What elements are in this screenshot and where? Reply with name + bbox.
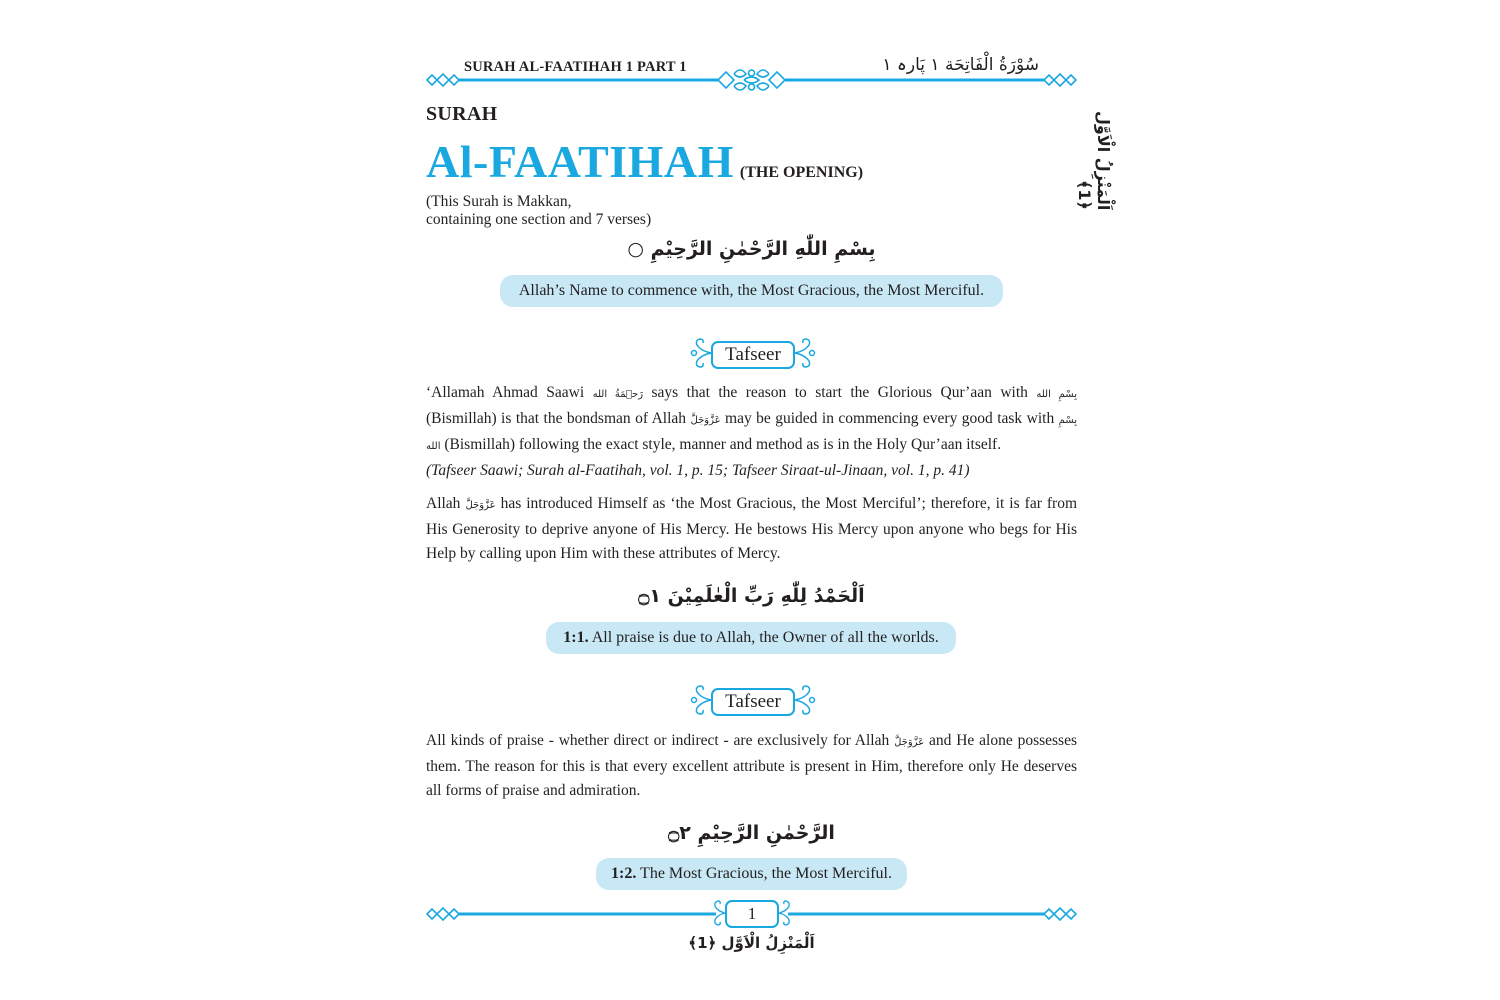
running-header-left: SURAH AL-FAATIHAH 1 PART 1 (464, 59, 687, 75)
text: and He alone possesses them. The reason for this is that every excellent attribute is present in Him, therefore only He deserves all forms of praise and admiration. (426, 732, 1077, 799)
text: has introduced Himself as ‘the Most Gracious, the Most Merciful’; therefore, it is far from His Generosity to deprive anyone of His Mercy. He bestows His Mercy upon anyone who begs for His Help by calling upon Him with these attributes of Mercy. (426, 495, 1078, 562)
surah-label: SURAH (426, 103, 498, 125)
verse-2-arabic: الرَّحْمٰنِ الرَّحِيْمِ ۝٢ (668, 822, 835, 844)
surah-subtitle: (THE OPENING) (739, 164, 864, 181)
running-header-right: سُوْرَةُ الْفَاتِحَة ١ پَارہ ١ (882, 55, 1039, 75)
citation: (Tafseer Saawi; Surah al-Faatihah, vol. 1, p. 15; Tafseer Siraat-ul-Jinaan, vol. 1, p. 41) (426, 462, 970, 479)
tafseer-label: Tafseer (711, 341, 795, 369)
text: (Bismillah) following the exact style, manner and method as is in the Holy Qur’aan itself. (440, 436, 1002, 453)
tafseer-heading (689, 684, 815, 718)
verse-1-arabic: اَلْحَمْدُ لِلّٰهِ رَبِّ الْعٰلَمِيْنَ ۝١ (638, 585, 865, 607)
bismillah-translation: Allah’s Name to commence with, the Most Gracious, the Most Merciful. (500, 275, 1003, 307)
arabic-honorific: رَحۡمَةُ الله (592, 389, 644, 400)
scroll-ornament-icon (778, 898, 794, 928)
verse-ref: 1:2. (611, 865, 637, 882)
footer-manzil: اَلْمَنْزِلُ الْاَوَّل ﴿1﴾ (688, 934, 815, 952)
text: All kinds of praise - whether direct or indirect - are exclusively for Allah (426, 732, 895, 749)
scroll-ornament-icon (689, 337, 713, 369)
surah-intro (426, 193, 651, 229)
text: The Most Gracious, the Most Merciful. (636, 865, 892, 882)
arabic-honorific: عَزَّوَجَلَّ (465, 500, 496, 511)
tafseer-paragraph (426, 492, 1077, 566)
scroll-ornament-icon (689, 684, 713, 716)
bismillah-arabic: بِسْمِ اللّٰهِ الرَّحْمٰنِ الرَّحِيْمِ ○ (627, 238, 876, 260)
tafseer-label: Tafseer (711, 688, 795, 716)
scroll-ornament-icon (793, 684, 817, 716)
text: ‘Allamah Ahmad Saawi (426, 384, 593, 401)
text: All praise is due to Allah, the Owner of all the worlds. (588, 629, 939, 646)
tafseer-heading (689, 337, 815, 371)
text: Allah (426, 495, 466, 512)
verse-2-translation (596, 858, 907, 890)
quran-page (426, 0, 1077, 1000)
verse-ref: 1:1. (563, 629, 589, 646)
arabic-honorific: عَزَّوَجَلَّ (894, 737, 925, 748)
page-number: 1 (725, 900, 779, 928)
surah-name: Al-FAATIHAH (426, 136, 734, 187)
intro-line: containing one section and 7 verses) (426, 211, 652, 228)
arabic-honorific: عَزَّوَجَلَّ (690, 415, 721, 426)
text: may be guided in commencing every good task with (720, 410, 1059, 427)
page-number-badge (710, 898, 794, 928)
arabic-bismillah: بِسْمِ الله (1036, 389, 1077, 400)
surah-title (426, 135, 863, 188)
text: (Bismillah) is that the bondsman of Allah (426, 410, 691, 427)
arabic-bismillah: بِسْمِ الله (426, 415, 1078, 452)
tafseer-paragraph (426, 729, 1077, 803)
intro-line: (This Surah is Makkan, (426, 193, 572, 210)
verse-1-translation (546, 622, 956, 654)
scroll-ornament-icon (710, 898, 726, 928)
text: says that the reason to start the Glorious Qur’aan with (643, 384, 1037, 401)
scroll-ornament-icon (793, 337, 817, 369)
tafseer-paragraph (426, 381, 1077, 483)
side-manzil-label: اَلْمَنْزِلُ الْاَوَّل ﴿1﴾ (1075, 110, 1113, 210)
